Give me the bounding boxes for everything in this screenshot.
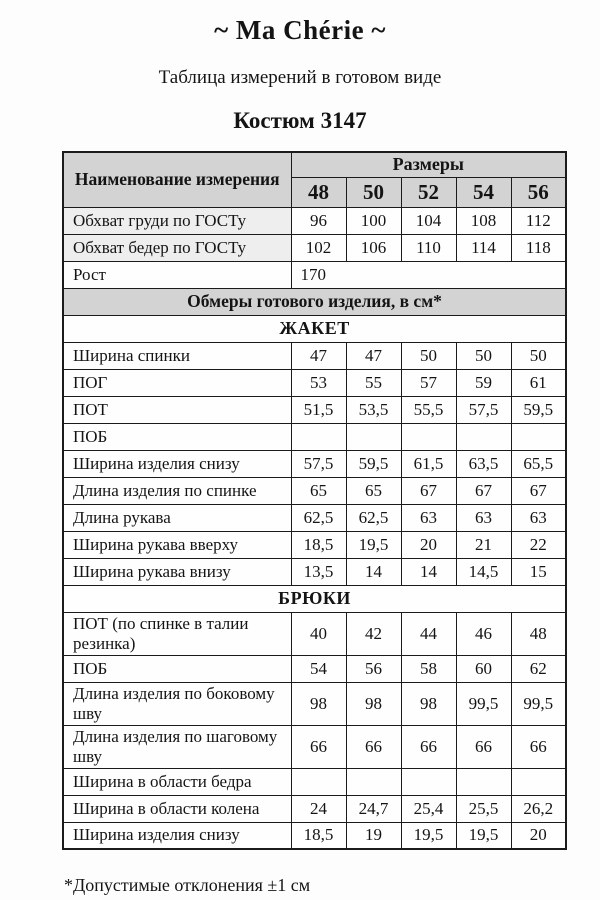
- measurement-value: 47: [346, 342, 401, 369]
- measurement-label: ПОТ: [63, 396, 291, 423]
- measurement-value: 61: [511, 369, 566, 396]
- page-title: Костюм 3147: [233, 108, 367, 133]
- measurement-value: 104: [401, 207, 456, 234]
- measurement-value: 65: [346, 477, 401, 504]
- measurement-value: 18,5: [291, 531, 346, 558]
- table-row: [63, 682, 566, 725]
- measurement-value: 67: [401, 477, 456, 504]
- table-row: [63, 612, 566, 655]
- measurement-value: 98: [401, 682, 456, 725]
- measurement-value: 110: [401, 234, 456, 261]
- measurement-value: 14: [401, 558, 456, 585]
- table-row: [63, 531, 566, 558]
- measurement-value: 59,5: [511, 396, 566, 423]
- measurement-value: 57,5: [456, 396, 511, 423]
- measurement-label: ПОБ: [63, 423, 291, 450]
- measurement-value: 112: [511, 207, 566, 234]
- measurement-label: Ширина в области колена: [63, 795, 291, 822]
- measurement-value: 20: [511, 822, 566, 849]
- column-header-name: Наименование измерения: [63, 152, 291, 207]
- measurement-value: 114: [456, 234, 511, 261]
- size-header: 48: [291, 177, 346, 207]
- measurement-value: 50: [401, 342, 456, 369]
- document-subtitle: Таблица измерений в готовом виде: [158, 67, 442, 88]
- measurement-value: 50: [511, 342, 566, 369]
- measurement-value: 118: [511, 234, 566, 261]
- measurement-label: Длина изделия по шаговому шву: [63, 725, 291, 768]
- table-row: [63, 504, 566, 531]
- measurement-label: Ширина изделия снизу: [63, 822, 291, 849]
- measurement-value: 57: [401, 369, 456, 396]
- measurement-value: 42: [346, 612, 401, 655]
- measurement-label: ПОТ (по спинке в талии резинка): [63, 612, 291, 655]
- trousers-section-title: БРЮКИ: [63, 585, 566, 612]
- measurement-label: Обхват груди по ГОСТу: [63, 207, 291, 234]
- measurement-value: 46: [456, 612, 511, 655]
- measurement-value: 61,5: [401, 450, 456, 477]
- measurement-value: [511, 423, 566, 450]
- measurement-value: 54: [291, 655, 346, 682]
- measurement-value: 47: [291, 342, 346, 369]
- measurement-value: [401, 423, 456, 450]
- measurement-value: 66: [511, 725, 566, 768]
- measurement-value: 99,5: [456, 682, 511, 725]
- measurement-value: 106: [346, 234, 401, 261]
- measurement-value: 65,5: [511, 450, 566, 477]
- measurement-value: 19,5: [401, 822, 456, 849]
- measurement-label: Ширина рукава вверху: [63, 531, 291, 558]
- measurement-value: 59: [456, 369, 511, 396]
- brand-title: ~ Ma Chérie ~: [214, 15, 386, 45]
- measurement-label: Рост: [63, 261, 291, 288]
- table-row: [63, 822, 566, 849]
- measurement-value: 59,5: [346, 450, 401, 477]
- measurement-value: 57,5: [291, 450, 346, 477]
- measurement-value: 14,5: [456, 558, 511, 585]
- tolerance-footnote: *Допустимые отклонения ±1 см: [64, 875, 311, 895]
- measurement-value: 170: [291, 261, 566, 288]
- size-header: 52: [401, 177, 456, 207]
- measurement-value: [346, 423, 401, 450]
- measurement-value: 56: [346, 655, 401, 682]
- table-row: [63, 207, 566, 234]
- measurement-value: [511, 768, 566, 795]
- measurement-value: 66: [456, 725, 511, 768]
- table-header-row: [63, 152, 566, 177]
- measurement-value: [401, 768, 456, 795]
- size-header: 50: [346, 177, 401, 207]
- table-row: [63, 234, 566, 261]
- measurement-label: Длина изделия по спинке: [63, 477, 291, 504]
- measurement-value: 62,5: [291, 504, 346, 531]
- measurement-label: Ширина изделия снизу: [63, 450, 291, 477]
- measurement-value: 26,2: [511, 795, 566, 822]
- measurement-value: 19,5: [456, 822, 511, 849]
- measurement-value: 67: [456, 477, 511, 504]
- column-header-sizes: Размеры: [291, 152, 566, 177]
- measurement-value: [291, 423, 346, 450]
- measurement-value: 96: [291, 207, 346, 234]
- measurement-value: 60: [456, 655, 511, 682]
- measurement-value: 21: [456, 531, 511, 558]
- measurement-value: 19: [346, 822, 401, 849]
- measurement-value: [346, 768, 401, 795]
- measurement-value: 18,5: [291, 822, 346, 849]
- measurement-label: Ширина рукава внизу: [63, 558, 291, 585]
- section-header-row: [63, 288, 566, 315]
- measurement-value: 40: [291, 612, 346, 655]
- measurement-label: Длина рукава: [63, 504, 291, 531]
- measurement-value: 50: [456, 342, 511, 369]
- measurement-value: 62,5: [346, 504, 401, 531]
- measurement-value: 51,5: [291, 396, 346, 423]
- measurement-value: 55,5: [401, 396, 456, 423]
- section-title: Обмеры готового изделия, в см*: [63, 288, 566, 315]
- measurement-value: [456, 768, 511, 795]
- measurement-value: 48: [511, 612, 566, 655]
- table-row: [63, 768, 566, 795]
- measurement-value: 67: [511, 477, 566, 504]
- table-row: [63, 450, 566, 477]
- table-row: [63, 396, 566, 423]
- measurement-value: 102: [291, 234, 346, 261]
- section-header-row: [63, 315, 566, 342]
- table-row: [63, 477, 566, 504]
- table-row: [63, 261, 566, 288]
- measurement-label: Ширина в области бедра: [63, 768, 291, 795]
- measurement-value: 98: [346, 682, 401, 725]
- measurement-value: 100: [346, 207, 401, 234]
- measurement-value: 108: [456, 207, 511, 234]
- measurement-value: 63: [456, 504, 511, 531]
- measurement-value: 22: [511, 531, 566, 558]
- measurement-value: 98: [291, 682, 346, 725]
- table-row: [63, 558, 566, 585]
- table-row: [63, 725, 566, 768]
- table-row: [63, 423, 566, 450]
- measurement-label: ПОБ: [63, 655, 291, 682]
- measurement-value: 25,5: [456, 795, 511, 822]
- measurement-value: 25,4: [401, 795, 456, 822]
- measurement-value: 53: [291, 369, 346, 396]
- size-header: 54: [456, 177, 511, 207]
- measurement-value: 15: [511, 558, 566, 585]
- measurement-value: 66: [346, 725, 401, 768]
- measurement-value: 24,7: [346, 795, 401, 822]
- measurement-value: 66: [401, 725, 456, 768]
- measurement-value: 14: [346, 558, 401, 585]
- measurement-value: 20: [401, 531, 456, 558]
- measurement-value: 99,5: [511, 682, 566, 725]
- section-header-row: [63, 585, 566, 612]
- table-row: [63, 342, 566, 369]
- measurement-value: 63: [511, 504, 566, 531]
- jacket-section-title: ЖАКЕТ: [63, 315, 566, 342]
- size-header: 56: [511, 177, 566, 207]
- table-row: [63, 655, 566, 682]
- measurement-value: 55: [346, 369, 401, 396]
- measurement-value: 62: [511, 655, 566, 682]
- measurement-value: 63,5: [456, 450, 511, 477]
- table-row: [63, 369, 566, 396]
- measurement-label: ПОГ: [63, 369, 291, 396]
- measurement-value: 66: [291, 725, 346, 768]
- measurement-value: 24: [291, 795, 346, 822]
- measurement-value: 13,5: [291, 558, 346, 585]
- measurement-value: 63: [401, 504, 456, 531]
- measurement-label: Длина изделия по боковому шву: [63, 682, 291, 725]
- measurement-value: 19,5: [346, 531, 401, 558]
- measurement-value: 65: [291, 477, 346, 504]
- measurement-table: [62, 151, 567, 850]
- measurement-value: 44: [401, 612, 456, 655]
- measurement-value: 58: [401, 655, 456, 682]
- measurement-value: [456, 423, 511, 450]
- measurement-value: [291, 768, 346, 795]
- measurement-label: Обхват бедер по ГОСТу: [63, 234, 291, 261]
- measurement-value: 53,5: [346, 396, 401, 423]
- table-row: [63, 795, 566, 822]
- measurement-label: Ширина спинки: [63, 342, 291, 369]
